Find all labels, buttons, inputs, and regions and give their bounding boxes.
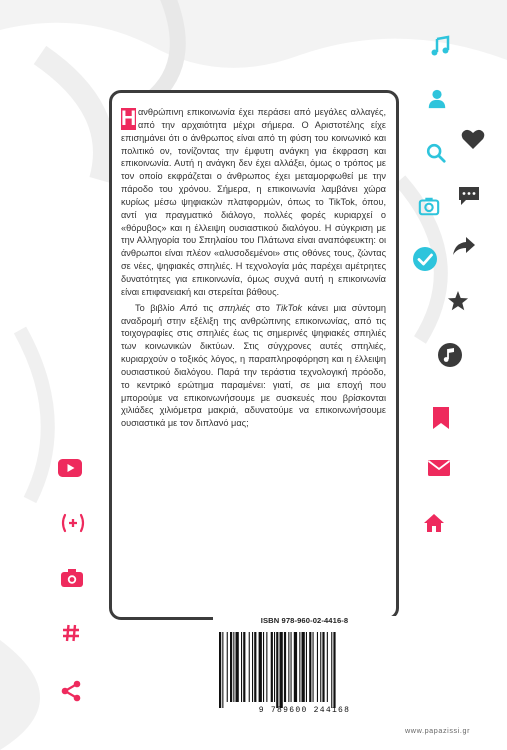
home-icon <box>423 513 445 533</box>
barcode-bar <box>327 632 328 702</box>
barcode-bar <box>320 632 321 702</box>
barcode-bar <box>299 632 300 702</box>
hashtag-icon <box>62 624 80 642</box>
bookmark-icon <box>432 406 450 430</box>
barcode-bar <box>306 632 307 702</box>
publisher-website: www.papazissi.gr <box>405 726 471 735</box>
barcode-bar <box>222 632 223 708</box>
barcode <box>217 632 393 708</box>
barcode-bar <box>263 632 264 702</box>
barcode-bar <box>249 632 250 702</box>
paragraph-1 <box>121 106 386 299</box>
bg-curve-left <box>20 330 48 500</box>
barcode-bar <box>271 632 273 702</box>
mail-icon <box>427 459 451 477</box>
isbn-barcode-block <box>213 616 396 720</box>
paragraph-2-text: κάνει μια σύντομη αναδρομή στην εξέλιξη της ανθρώπινης επικοινωνίας, από τις τοιχογραφίες στις σπηλιές έως τις σημερινές ψηφιακές σπηλιές των κοινωνικών δικτύων. Στις σύγχρονες αυτές σπηλιές, κυριαρχούν ο τοξικός λόγος, η παραπληροφόρηση και η έλλειψη ουσιαστικού διαλόγου. Παρά την τεράστια τεχνολογική πρόοδο, το κεντρικό ερώτημα παραμένει: γιατί, σε μια εποχή που μπορούμε να επικοινωνήσουμε με συσκευές που βρίσκονται χιλιάδες χιλιόμετρα μακριά, αδυνατούμε να επικοινωνήσουμε ουσιαστικά με τον διπλανό μας; <box>121 302 386 429</box>
music-note-icon <box>437 342 463 368</box>
book-title-part-3: TikTok <box>275 302 303 313</box>
checkmark-icon <box>412 246 438 272</box>
isbn-label: ISBN 978-960-02-4416-8 <box>260 616 349 625</box>
barcode-digits: 9 789600 244168 <box>258 706 351 715</box>
camera-icon <box>60 568 84 588</box>
barcode-bar <box>317 632 318 702</box>
bg-shape-bottom <box>0 640 40 750</box>
barcode-bar <box>274 632 275 702</box>
barcode-bar <box>309 632 311 702</box>
barcode-bar <box>266 632 267 702</box>
barcode-bar <box>291 632 292 702</box>
paragraph-2-connector-2: στο <box>250 302 276 313</box>
paragraph-2-intro: Το βιβλίο <box>135 302 181 313</box>
barcode-bar <box>254 632 256 702</box>
drop-cap: Η <box>121 107 137 130</box>
bg-curve-top-2 <box>40 55 104 180</box>
paragraph-2-connector-1: τις <box>197 302 219 313</box>
heart-icon <box>461 128 485 150</box>
search-icon <box>425 142 447 164</box>
book-title-part-2: σπηλιές <box>218 302 251 313</box>
barcode-bar <box>236 632 239 702</box>
barcode-bar <box>333 632 335 708</box>
barcode-bar <box>313 632 314 702</box>
chat-icon <box>457 185 481 207</box>
barcode-bar <box>230 632 232 702</box>
music-note-icon <box>428 35 452 59</box>
barcode-bar <box>219 632 221 708</box>
camera-icon <box>418 195 440 217</box>
user-icon <box>426 88 448 110</box>
barcode-bar <box>241 632 242 702</box>
barcode-bar <box>227 632 228 702</box>
back-cover-text-box <box>109 90 399 620</box>
barcode-bar <box>284 632 286 702</box>
paragraph-2 <box>121 302 386 430</box>
barcode-bar <box>294 632 297 702</box>
barcode-bar <box>322 632 324 702</box>
paragraph-1-text: ανθρώπινη επικοινωνία έχει περάσει από μεγάλες αλλαγές, από την αρχαιότητα μέχρι σήμερα. Ο Αριστοτέλης είχε επισημάνει ότι ο άνθρωπος είναι από τη φύση του κοινωνικό και πολιτικό ον, τονίζοντας την έμφυτη ανάγκη για έκφραση και επικοινωνία. Αυτή η ανάγκη δεν έχει αλλάξει, όμως ο τρόπος με τον οποίο εκφράζεται ο άνθρωπος έχει μεταμορφωθεί με την πάροδο του χρόνου. Σήμερα, η επικοινωνία λαμβάνει χώρα κυρίως μέσω ψηφιακών πλατφορμών, όπως το TikTok, όπου, αντί για πραγματικό διάλογο, πολλές φορές κυριαρχεί ο «θόρυβος» και η έλλειψη ουσιαστικού διαλόγου. Η σύγκριση με την Αλληγορία του Σπηλαίου του Πλάτωνα είναι αναπόφευκτη: οι άνθρωποι είναι πλέον «αλυσοδεμένοι» στις οθόνες τους, ζώντας σε νέες, ψηφιακές σπηλιές. Η τεχνολογία μάς παρέχει αμέτρητες δυνατότητες για επικοινωνία, όμως συχνά αυτή η επικοινωνία είναι επιφανειακή και στερείται βάθους. <box>121 107 386 297</box>
barcode-bar <box>280 632 283 708</box>
youtube-play-icon <box>58 459 82 477</box>
barcode-bar <box>259 632 262 702</box>
barcode-bar <box>288 632 289 702</box>
barcode-bar <box>233 632 234 702</box>
barcode-bar <box>302 632 305 702</box>
barcode-bar <box>252 632 253 702</box>
share-arrow-icon <box>452 236 476 256</box>
book-title-part-1: Από <box>180 302 198 313</box>
barcode-bar <box>243 632 245 702</box>
star-icon <box>446 290 470 312</box>
barcode-bar <box>331 632 332 708</box>
plus-bracket-icon <box>60 513 86 533</box>
barcode-bar <box>276 632 278 708</box>
share-icon <box>60 680 82 702</box>
